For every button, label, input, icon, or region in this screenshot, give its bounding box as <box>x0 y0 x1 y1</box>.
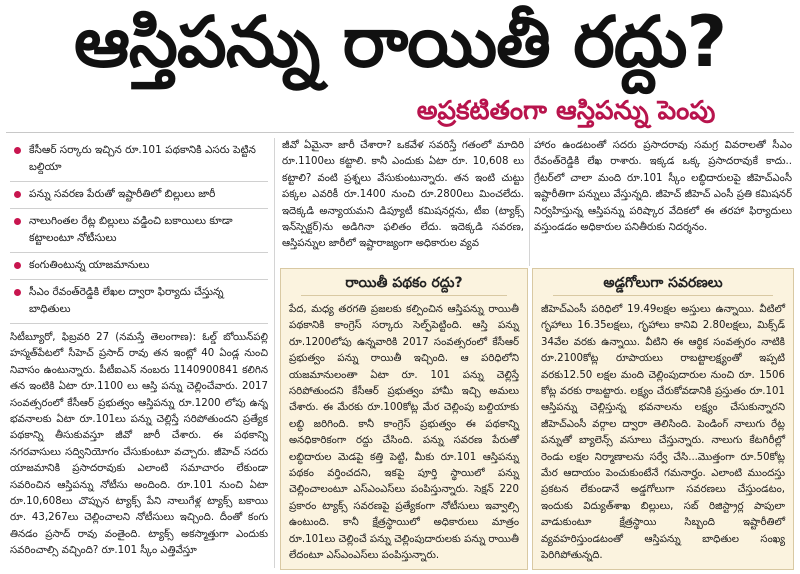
bullet-list <box>10 138 268 324</box>
column-divider <box>529 138 530 266</box>
sidebar-box-revisions <box>532 268 794 570</box>
article-column-right: హారం ఉండటంతో సదరు ప్రసాదరావు సమగ్ర వివరాలతో సీఎం రేవంత్‌రెడ్డికి లేఖ రాశారు. ఇక్కడ ఒక్క ప్రసాదరావుకే కాదు.. గ్రేటర్‌లో చాలా మంది రూ.101 స్కీం లబ్ధిదారులపై జీహెచ్ఎంసీ ఇష్టారీతిగా పన్నులు వేస్తున్నది. జీహెచ్ జీహెచ్ ఎంసీ ప్రతి కమిషనర్ నిర్వహిస్తున్న ఆస్తిపన్ను పరిష్కార వేదికలో ఈ తరహా ఫిర్యాదులు వస్తుండడం అధికారుల పనితీరుకు నిదర్శనం. <box>534 140 792 234</box>
article-column-left: సిటీబ్యూరో, ఫిబ్రవరి 27 (నమస్తే తెలంగాణ): ఓల్డ్ బోయిన్‌పల్లి హస్మత్‌పేటలో సీహెచ్ ప్రసాద్ రావు తన ఇంట్లో 40 ఏండ్ల నుంచి నివాసం ఉంటున్నారు. పీటీఐఎన్ నంబరు 1140900841 కలిగిన తన ఇంటికి ఏటా రూ.1100 లు ఆస్తి పన్ను చెల్లించేవారు. 2017 సంవత్సరంలో కేసీఆర్ ప్రభుత్వం ఆస్తిపన్ను రూ.1200 లోపు ఉన్న భవనాలకు ఏటా రూ.101లు పన్ను చెల్లిస్తే సరిపోతుందని ప్రత్యేక పథకాన్ని తీసుకువస్తూ జీవో జారీ చేశారు. ఈ పథకాన్ని నగరవాసులు సద్వినియోగం చేసుకుంటూ వచ్చారు. జీహెచ్ సదరు యాజమానికి ప్రసాదరావుకు ఎలాంటి సమాచారం లేకుండా సవరించిన ఆస్తిపన్ను నోటీసు అందింది. రూ.101 నుంచి ఏటా రూ.10,608లు చొప్పున ట్యాక్స్ పేని నాలుగేళ్ల ట్యాక్స్ బకాయి రూ. 43,267లు చెల్లించాలని నోటీసులు ఇచ్చింది. దీంతో కంగు తినడం ప్రసాద్ రావు వంతైంది. ట్యాక్స్ అకస్మాత్తుగా ఎందుకు సవరించాల్సి వచ్చింది? రూ.101 స్కీం ఎత్తివేస్తూ <box>10 332 268 557</box>
bullet-text: సీఎం రేవంత్‌రెడ్డికి లేఖల ద్వారా ఫిర్యాదు చేస్తున్న బాధితులు <box>29 286 224 315</box>
bullet-text: కంగుతింటున్న యాజమానులు <box>29 259 150 271</box>
subheadline: అప్రకటితంగా ఆస్తిపన్ను పెంపు <box>416 96 716 126</box>
bullet-text: నాలుగింతల రేట్ల బిల్లులు వడ్డించి బకాయిలు కూడా కట్టాలంటూ నోటీసులు <box>29 215 233 244</box>
bullet-item <box>10 253 268 280</box>
sidebar-box-subsidy <box>280 268 528 570</box>
bullet-text: కేసీఆర్ సర్కారు ఇచ్చిన రూ.101 పథకానికి ఎసరు పెట్టిన బల్దియా <box>29 144 256 173</box>
headline: ఆస్తిపన్ను రాయితీ రద్దు? <box>73 0 727 83</box>
box-body: జీహెచ్ఎంసీ పరిధిలో 19.49లక్షల అస్తులు ఉన్నాయి. వీటిలో గృహాలు 16.35లక్షలు, గృహాలు కానివి 2.80లక్షలు, మిక్స్‌డ్ 34వేల వరకు ఉన్నాయి. వీటిని ఈ ఆర్థిక సంవత్సరం నాటికి రూ.2100కోట్ల రూపాయలు రాబట్టాలక్ష్యంతో ఇప్పటి వరకు12.50 లక్షల మంది చెల్లింపుదారుల నుంచి రూ. 1506 కోట్ల వరకు రాబట్టారు. లక్ష్యం చేరుకోవడానికి ప్రస్తుతం రూ.101 ఆస్తిపన్ను చెల్లిస్తున్న భవనాలను లక్ష్యం చేసుకున్నారని జీహెచ్ఎంసీ వర్గాల ద్వారా తెలిసింది. పెండింగ్ నాలుగు రేట్ల పన్నుతో బ్యాలెన్స్ వసూలు చేస్తున్నారు. నాలుగు కేటగిరీల్లో రెండు లక్షల నిర్మాణాలను సర్వే చేసి...మొత్తంగా రూ.50కోట్ల మేర ఆదాయం పెంచుకుంటేనే గమనార్హం. ఎలాంటి ముందస్తు ప్రకటన లేకుండానే అడ్డగోలుగా సవరణలు చేస్తుండటం, ఇందుకు విద్యుత్‌శాఖ బిల్లులు, సబ్ రిజిస్ట్రార్ల పాపులా వాడుకుంటూ క్షేత్రస్థాయి సిబ్బంది ఇష్టారీతిలో వ్యవహరిస్తుండటంతో ఆస్తిపన్ను బాధితుల సంఖ్య పెరిగిపోతున్నది. <box>541 304 785 562</box>
box-title: రాయితీ పథకం రద్దు? <box>301 269 507 296</box>
bullet-dot-icon <box>14 218 21 225</box>
bullet-item <box>10 138 268 182</box>
bullet-dot-icon <box>14 262 21 269</box>
bullet-dot-icon <box>14 289 21 296</box>
bullet-item <box>10 182 268 209</box>
article-column-middle: జీవో ఏమైనా జారీ చేశారా? ఒకవేళ సవరిస్తే గతంలో మాదిరి రూ.1100లు కట్టాలి. కానీ ఎందుకు ఏటా రూ. 10,608 లు కట్టాలి? వంటి ప్రశ్నలు వేసుకుంటున్నారు. తన ఇంటి చుట్టు పక్కల ఎవరికీ రూ.1400 నుంచి రూ.2800లు మించలేదు. ఇదెక్కడి అన్యాయమని డిప్యూటీ కమిషనర్లను, టీఐ (ట్యాక్స్ ఇన్‌స్పెక్టర్)ను అడిగినా ఫలితం లేదు. ఇదెక్కడి సవరణ, ఆస్తిపన్నుల జారీలో ఇష్టారాజ్యంగా అధికారుల వ్యవ <box>282 140 524 250</box>
bullet-item <box>10 280 268 324</box>
top-divider <box>6 132 794 133</box>
box-title: అడ్డగోలుగా సవరణలు <box>553 269 773 296</box>
column-divider <box>274 138 275 568</box>
bullet-dot-icon <box>14 191 21 198</box>
bullet-dot-icon <box>14 147 21 154</box>
bullet-text: పన్ను సవరణ పేరుతో ఇష్టారీతిలో బిల్లులు జారీ <box>29 188 216 200</box>
box-body: పేద, మధ్య తరగతి ప్రజలకు కల్పించిన ఆస్తిపన్ను రాయితీ పథకానికి కాంగ్రెస్ సర్కారు సెల్ఫ్‌పెట్టింది. ఆస్తి పన్ను రూ.1200లోపు ఉన్నవారికి 2017 సంవత్సరంలో కేసీఆర్ ప్రభుత్వం పన్ను రాయితీ ఇచ్చింది. ఆ పరిధిలోని యజమానులంతా ఏటా రూ. 101 పన్ను చెల్లిస్తే సరిపోతుందని కేసీఆర్ ప్రభుత్వం హామీ ఇచ్చి అమలు చేశారు. ఈ మేరకు రూ.100కోట్ల మేర చెల్లింపు బల్దియాకు లబ్ధి జరిగింది. కానీ కాంగ్రెస్ ప్రభుత్వం ఈ పథకాన్ని అనధికారికంగా రద్దు చేసింది. పన్ను సవరణ పేరుతో లబ్ధిదారుల మెడపై కత్తి పెట్టి, మీకు రూ.101 ఆస్తిపన్ను పథకం వర్తించదని, ఇకపై పూర్తి స్థాయిలో పన్ను చెల్లించాలంటూ ఎస్ఎంఎస్‌లు పంపిస్తున్నారు. సెక్షన్ 220 ప్రకారం ట్యాక్స్ సవరణపై ప్రత్యేకంగా నోటీసులు ఇవ్వాల్సి ఉంటుంది. కానీ క్షేత్రస్థాయిలో అధికారులు మాత్రం రూ.101లు చెల్లించే పన్ను చెల్లింపుదారులకు పన్ను రాయితీ లేదంటూ ఎస్ఎంఎస్‌లు పంపిస్తున్నారు. <box>289 304 519 562</box>
bullet-item <box>10 209 268 253</box>
